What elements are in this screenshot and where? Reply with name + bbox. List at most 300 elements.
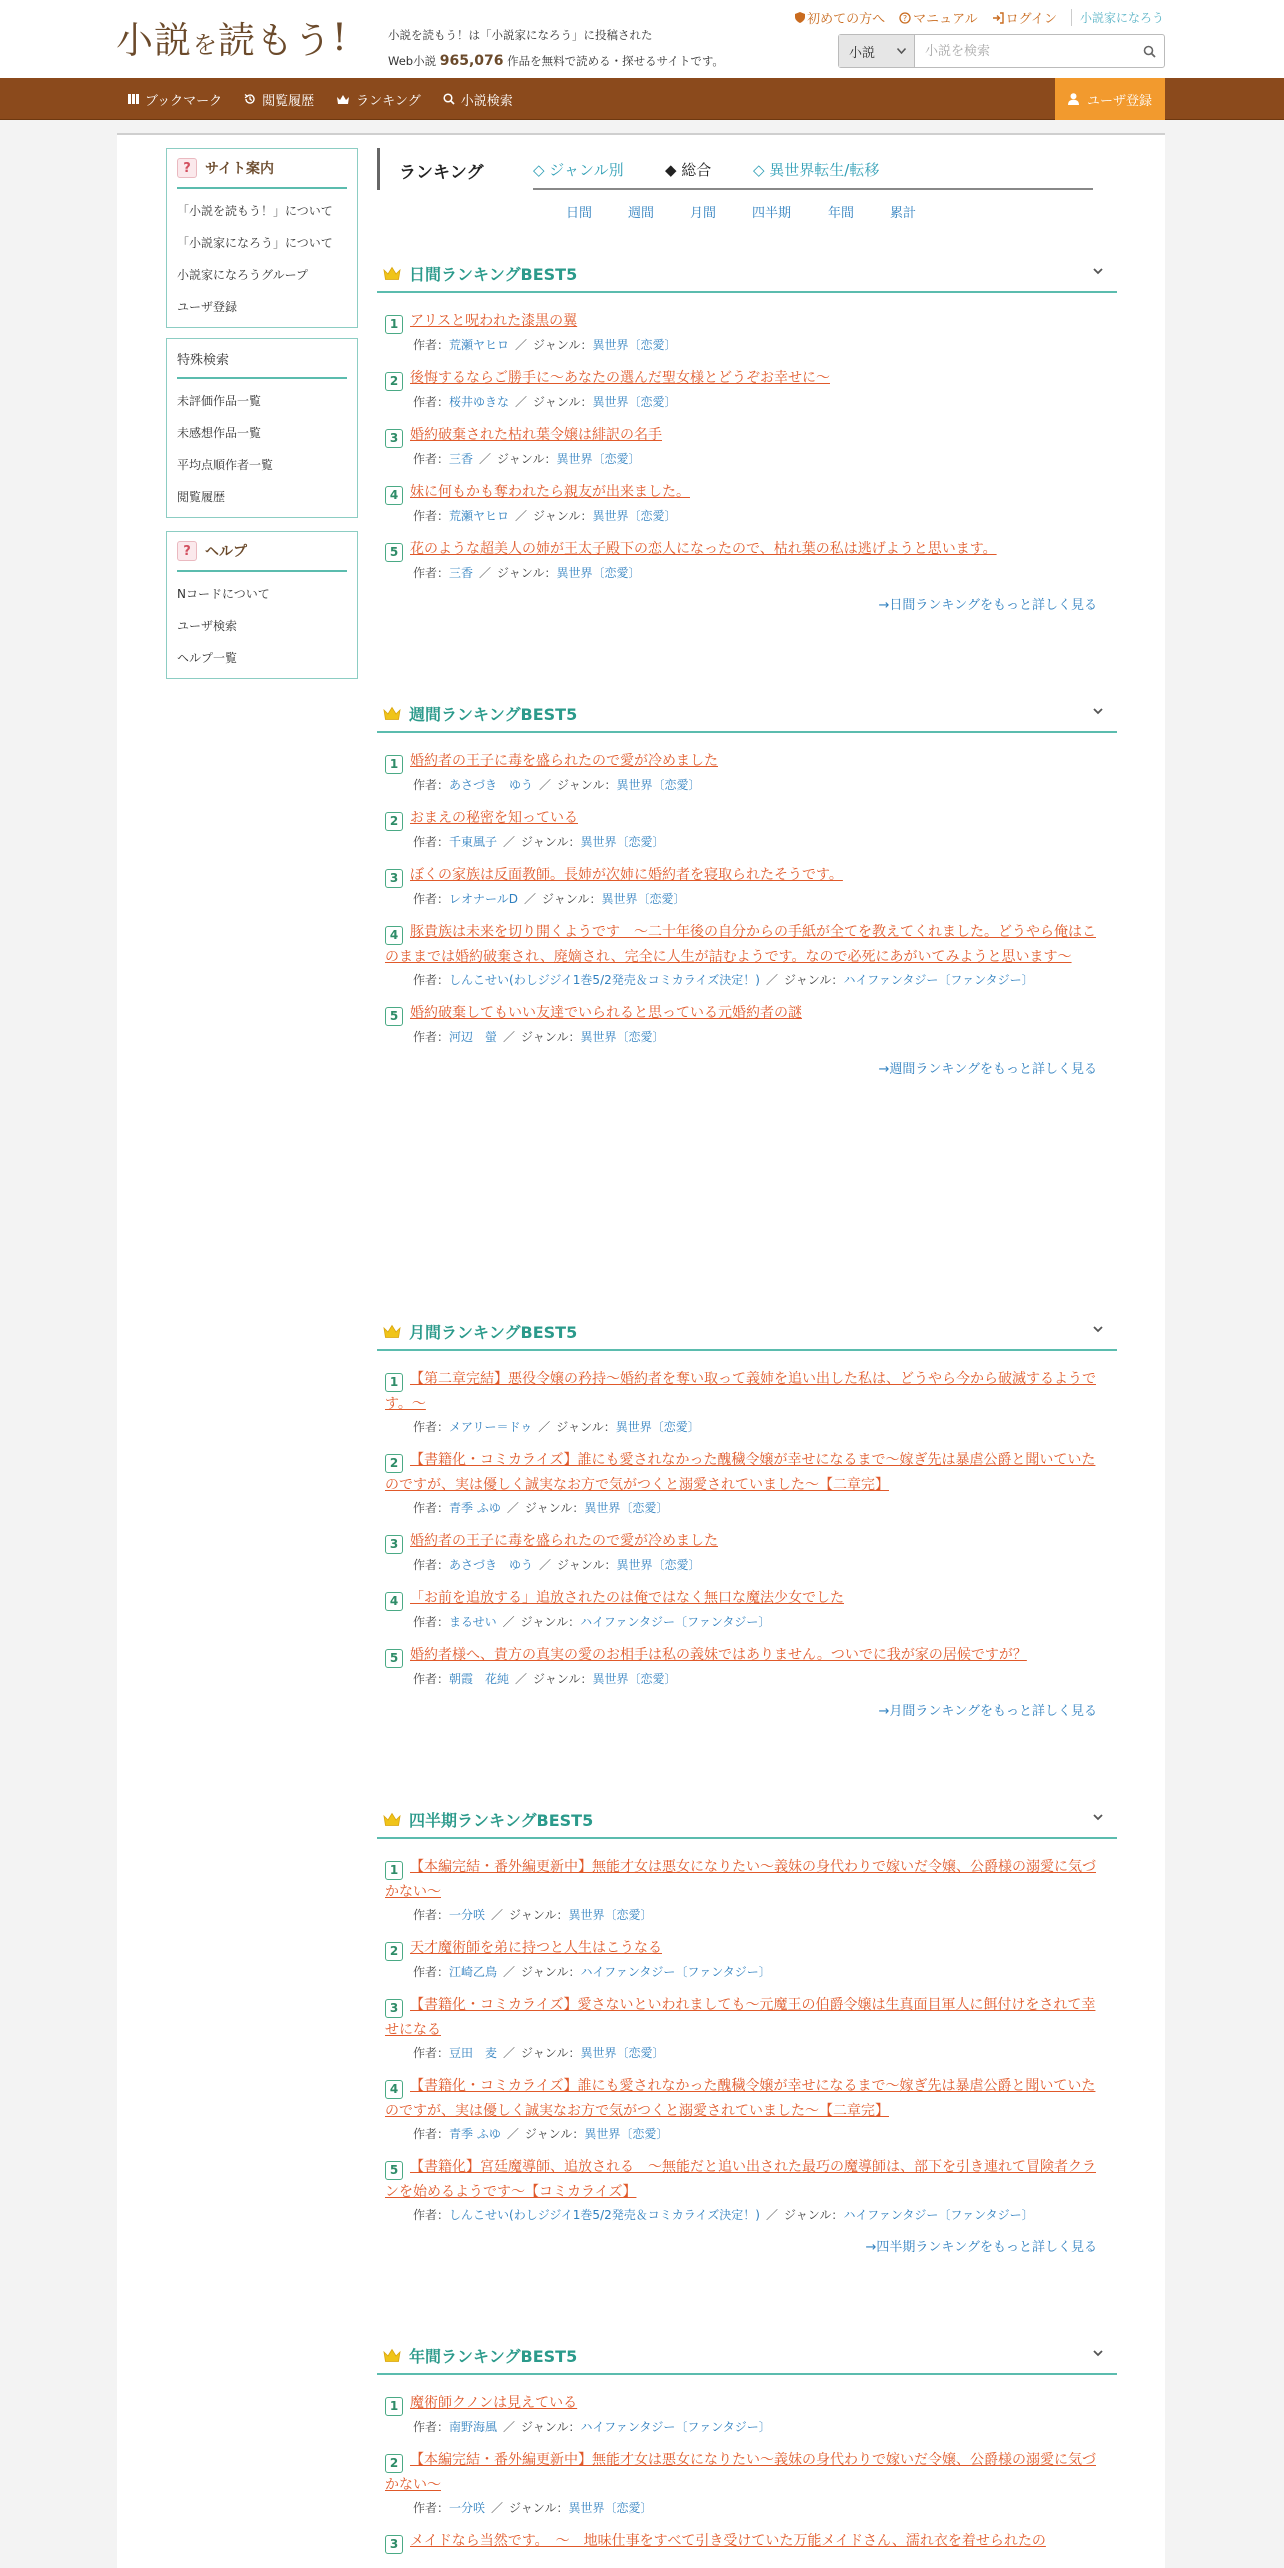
site-logo[interactable]: [116, 12, 347, 62]
genre-label: ジャンル：: [509, 2501, 569, 2515]
bookmark-list-icon: [128, 94, 139, 104]
tagline-line-1: 小説を読もう！は「小説家になろう」に投稿された: [388, 28, 653, 42]
author-link[interactable]: 青季 ふゆ: [449, 1501, 501, 1515]
chevron-down-icon[interactable]: [1091, 265, 1105, 277]
quarterly-ranking-list: [377, 1839, 1117, 2226]
genre-link[interactable]: 異世界〔恋愛〕: [592, 338, 677, 352]
meta-separator: ／: [479, 452, 492, 466]
novel-title-link[interactable]: [385, 1936, 1107, 1961]
genre-label: ジャンル：: [521, 1030, 581, 1044]
crown-icon: [383, 1324, 401, 1339]
login-icon: [992, 12, 1004, 24]
search-category-value: 小説: [849, 45, 876, 61]
period-weekly[interactable]: 週間: [628, 206, 655, 221]
novel-meta: [413, 391, 1107, 413]
question-icon: ?: [177, 158, 197, 178]
crown-icon: [383, 706, 401, 721]
weekly-more-link[interactable]: →週間ランキングをもっと詳しく見る: [878, 1062, 1097, 1077]
genre-link[interactable]: 異世界〔恋愛〕: [616, 1558, 701, 1572]
nav-search[interactable]: [443, 90, 513, 109]
monthly-ranking-header[interactable]: [377, 1313, 1117, 1351]
meta-separator: ／: [491, 2501, 504, 2515]
novel-title-link[interactable]: [385, 1367, 1107, 1416]
novel-title: 豚貴族は未来を切り開くようです ～二十年後の自分からの手紙が全てを教えてくれました。どうやら俺はこのままでは婚約破棄され、廃嫡され、完全に人生が詰むようです。なので必死にあがいてみようと思います～: [385, 924, 1096, 965]
author-link[interactable]: 千東風子: [449, 835, 498, 849]
sidebar-special-search-title: 特殊検索: [177, 352, 230, 368]
genre-link[interactable]: 異世界〔恋愛〕: [556, 566, 641, 580]
rank-badge: 3: [385, 2535, 403, 2554]
list-item: [385, 1643, 1107, 1690]
period-daily[interactable]: 日間: [566, 206, 593, 221]
novel-count: 965,076: [439, 53, 504, 69]
nav-history[interactable]: [244, 90, 314, 109]
manual-label: マニュアル: [913, 12, 978, 27]
novel-title-link[interactable]: [385, 1001, 1107, 1026]
genre-label: ジャンル：: [521, 2046, 581, 2060]
sidebar-item-ncode[interactable]: Nコードについて: [177, 587, 270, 601]
author-link[interactable]: 朝霞 花純: [449, 1672, 510, 1686]
list-item: [385, 1855, 1107, 1926]
genre-link[interactable]: 異世界〔恋愛〕: [584, 2127, 669, 2141]
search-category-select[interactable]: [839, 35, 915, 67]
list-item: [385, 2391, 1107, 2438]
novel-meta: [413, 505, 1107, 527]
meta-separator: ／: [539, 778, 552, 792]
rank-badge: 1: [385, 1373, 403, 1392]
list-item: [385, 1001, 1107, 1048]
author-label: 作者：: [413, 1672, 450, 1686]
author-link[interactable]: 荒瀬ヤヒロ: [449, 338, 510, 352]
genre-link[interactable]: 異世界〔恋愛〕: [592, 509, 677, 523]
novel-meta: [413, 448, 1107, 470]
author-link[interactable]: 三香: [449, 566, 474, 580]
author-label: 作者：: [413, 2127, 450, 2141]
meta-separator: ／: [515, 338, 528, 352]
novel-title-link[interactable]: [385, 2074, 1107, 2123]
genre-link[interactable]: ハイファンタジー〔ファンタジー〕: [580, 2420, 771, 2434]
novel-title: 【本編完結・番外編更新中】無能才女は悪女になりたい～義妹の身代わりで嫁いだ令嬢、公爵様の溺愛に気づかない～: [385, 2452, 1096, 2493]
list-item: [385, 1367, 1107, 1438]
rank-badge: 3: [385, 1999, 403, 2018]
author-link[interactable]: メアリー＝ドゥ: [449, 1420, 533, 1434]
author-link[interactable]: 荒瀬ヤヒロ: [449, 509, 510, 523]
logo-text-small: を: [193, 30, 217, 59]
list-item: [385, 1529, 1107, 1576]
genre-link[interactable]: ハイファンタジー〔ファンタジー〕: [843, 973, 1034, 987]
genre-label: ジャンル：: [524, 1501, 585, 1515]
novel-meta: [413, 334, 1107, 356]
author-link[interactable]: しんこせい(わしジジイ1巻5/2発売＆コミカライズ決定！): [449, 2208, 760, 2222]
nav-items: [128, 78, 513, 120]
genre-link[interactable]: 異世界〔恋愛〕: [568, 1908, 653, 1922]
rank-badge: 4: [385, 1592, 403, 1611]
quarterly-ranking-header[interactable]: [377, 1801, 1117, 1839]
meta-separator: ／: [524, 892, 537, 906]
author-label: 作者：: [413, 2046, 450, 2060]
ranking-header: [377, 148, 1093, 190]
rank-badge: 1: [385, 315, 403, 334]
genre-label: ジャンル：: [524, 2127, 585, 2141]
genre-label: ジャンル：: [521, 1965, 581, 1979]
nav-ranking[interactable]: [336, 90, 421, 109]
novel-title-link[interactable]: [385, 1643, 1107, 1668]
genre-label: ジャンル：: [556, 1420, 616, 1434]
author-link[interactable]: 一分咲: [449, 1908, 486, 1922]
page-title: ランキング: [399, 163, 484, 183]
genre-label: ジャンル：: [557, 778, 617, 792]
novel-title-link[interactable]: [385, 1855, 1107, 1904]
tab-total[interactable]: ◆ 総合: [665, 161, 712, 179]
sidebar-item-help-list[interactable]: ヘルプ一覧: [177, 651, 238, 665]
novel-title: 後悔するならご勝手に～あなたの選んだ聖女様とどうぞお幸せに～: [410, 370, 830, 386]
genre-label: ジャンル：: [521, 2420, 581, 2434]
question-icon: ?: [177, 541, 197, 561]
naro-link[interactable]: [1071, 9, 1164, 26]
register-button[interactable]: [1055, 78, 1165, 120]
author-label: 作者：: [413, 1030, 450, 1044]
novel-title: 「お前を追放する」追放されたのは俺ではなく無口な魔法少女でした: [410, 1590, 844, 1606]
yearly-ranking-header[interactable]: [377, 2337, 1117, 2375]
sidebar-item-user-register[interactable]: ユーザ登録: [177, 300, 238, 314]
chevron-down-icon[interactable]: [1091, 1811, 1105, 1823]
novel-title: 婚約破棄された枯れ葉令嬢は緋訳の名手: [410, 427, 662, 443]
tab-genre[interactable]: ◇ ジャンル別: [533, 161, 624, 179]
nav-bookmark[interactable]: [128, 90, 222, 109]
sidebar-help-title: ヘルプ: [205, 544, 247, 560]
author-link[interactable]: まるせい: [449, 1615, 497, 1629]
period-monthly[interactable]: 月間: [690, 206, 717, 221]
user-icon: [1068, 93, 1079, 105]
rank-badge: 3: [385, 1535, 403, 1554]
daily-ranking-list: [377, 293, 1117, 584]
novel-meta: [413, 888, 1107, 910]
genre-link[interactable]: ハイファンタジー〔ファンタジー〕: [843, 2208, 1034, 2222]
meta-separator: ／: [515, 395, 528, 409]
rank-badge: 2: [385, 1942, 403, 1961]
novel-title-link[interactable]: [385, 2448, 1107, 2497]
genre-label: ジャンル：: [520, 1615, 581, 1629]
sidebar-special-search-header: [177, 339, 347, 379]
author-link[interactable]: しんこせい(わしジジイ1巻5/2発売＆コミカライズ決定！): [449, 973, 760, 987]
list-item: [385, 1448, 1107, 1519]
meta-separator: ／: [502, 1615, 515, 1629]
sidebar-item-naro-group[interactable]: 小説家になろうグループ: [177, 268, 309, 282]
chevron-down-icon[interactable]: [1091, 2347, 1105, 2359]
daily-more-link[interactable]: →日間ランキングをもっと詳しく見る: [878, 598, 1097, 613]
nav-search-label: 小説検索: [460, 93, 513, 109]
novel-meta: [413, 831, 1107, 853]
genre-label: ジャンル：: [783, 2208, 844, 2222]
novel-title: 天才魔術師を弟に持つと人生はこうなる: [410, 1940, 662, 1956]
list-item: [385, 1993, 1107, 2064]
author-link[interactable]: 三香: [449, 452, 474, 466]
tagline-prefix: Web小説: [388, 54, 437, 68]
list-item: [385, 537, 1107, 584]
novel-title-link[interactable]: [385, 920, 1107, 969]
rank-badge: 4: [385, 2080, 403, 2099]
list-item: [385, 2448, 1107, 2519]
sidebar-item-unrated[interactable]: 未評価作品一覧: [177, 394, 262, 408]
period-yearly[interactable]: 年間: [828, 206, 855, 221]
monthly-more-link[interactable]: →月間ランキングをもっと詳しく見る: [878, 1704, 1097, 1719]
list-item: [385, 749, 1107, 796]
novel-title-link[interactable]: [385, 537, 1107, 562]
genre-link[interactable]: 異世界〔恋愛〕: [601, 892, 686, 906]
novel-title-link[interactable]: [385, 423, 1107, 448]
crown-icon: [383, 1812, 401, 1827]
author-link[interactable]: 青季 ふゆ: [449, 2127, 501, 2141]
rank-badge: 2: [385, 2454, 403, 2473]
novel-title: 魔術師クノンは見えている: [410, 2395, 578, 2411]
genre-link[interactable]: 異世界〔恋愛〕: [556, 452, 641, 466]
meta-separator: ／: [765, 973, 778, 987]
meta-separator: ／: [506, 2127, 519, 2141]
rank-badge: 2: [385, 372, 403, 391]
list-item: [385, 480, 1107, 527]
genre-link[interactable]: 異世界〔恋愛〕: [592, 1672, 677, 1686]
novel-title: ぼくの家族は反面教師。長姉が次姉に婚約者を寝取られたそうです。: [410, 867, 843, 883]
author-link[interactable]: 江崎乙鳥: [449, 1965, 498, 1979]
tab-isekai[interactable]: ◇ 異世界転生/転移: [753, 161, 880, 179]
novel-title-link[interactable]: [385, 2155, 1107, 2204]
author-link[interactable]: 河辺 螢: [449, 1030, 498, 1044]
novel-title-link[interactable]: [385, 2391, 1107, 2416]
monthly-ranking-list: [377, 1351, 1117, 1690]
author-label: 作者：: [413, 338, 450, 352]
login-label: ログイン: [1005, 12, 1057, 27]
genre-label: ジャンル：: [533, 1672, 593, 1686]
novel-title-link[interactable]: [385, 309, 1107, 334]
genre-label: ジャンル：: [557, 1558, 617, 1572]
search-icon: [1143, 45, 1156, 58]
weekly-ranking-section: [377, 695, 1117, 1077]
meta-separator: ／: [539, 1558, 552, 1572]
meta-separator: ／: [765, 2208, 778, 2222]
list-item: [385, 423, 1107, 470]
register-label: ユーザ登録: [1086, 93, 1152, 109]
list-item: [385, 2529, 1107, 2554]
weekly-ranking-list: [377, 733, 1117, 1048]
novel-title: 花のような超美人の姉が王太子殿下の恋人になったので、枯れ葉の私は逃げようと思います。: [410, 541, 997, 557]
genre-link[interactable]: 異世界〔恋愛〕: [580, 2046, 665, 2060]
genre-link[interactable]: 異世界〔恋愛〕: [592, 395, 677, 409]
main-nav: [0, 78, 1284, 120]
author-label: 作者：: [413, 1615, 450, 1629]
quarterly-ranking-title: 四半期ランキングBEST5: [409, 1810, 594, 1830]
genre-link[interactable]: 異世界〔恋愛〕: [616, 778, 701, 792]
novel-title-link[interactable]: [385, 806, 1107, 831]
author-label: 作者：: [413, 509, 450, 523]
chevron-down-icon: [897, 48, 906, 54]
novel-meta: [413, 1416, 1107, 1438]
yearly-ranking-list: [377, 2375, 1117, 2554]
meta-separator: ／: [515, 1672, 528, 1686]
author-label: 作者：: [413, 1558, 450, 1572]
novel-meta: [413, 1554, 1107, 1576]
novel-title: メイドなら当然です。 ～ 地味仕事をすべて引き受けていた万能メイドさん、濡れ衣を着せられたの: [410, 2533, 1046, 2549]
genre-label: ジャンル：: [533, 395, 593, 409]
author-label: 作者：: [413, 2501, 450, 2515]
rank-badge: 5: [385, 543, 403, 562]
rank-badge: 3: [385, 869, 403, 888]
novel-title-link[interactable]: [385, 749, 1107, 774]
novel-meta: [413, 969, 1107, 991]
genre-link[interactable]: 異世界〔恋愛〕: [580, 1030, 665, 1044]
list-item: [385, 2155, 1107, 2226]
monthly-ranking-title: 月間ランキングBEST5: [409, 1322, 578, 1342]
genre-label: ジャンル：: [497, 566, 557, 580]
novel-meta: [413, 1961, 1107, 1983]
novel-title: 【本編完結・番外編更新中】無能才女は悪女になりたい～義妹の身代わりで嫁いだ令嬢、公爵様の溺愛に気づかない～: [385, 1859, 1096, 1900]
nav-history-label: 閲覧履歴: [262, 93, 315, 109]
sidebar-help-header: [177, 532, 347, 572]
list-item: [385, 309, 1107, 356]
nav-bookmark-label: ブックマーク: [145, 93, 223, 109]
novel-title-link[interactable]: [385, 1529, 1107, 1554]
tagline-line-2: [388, 48, 724, 74]
author-link[interactable]: レオナールD: [449, 892, 519, 906]
novel-meta: [413, 1904, 1107, 1926]
novel-title: 婚約者の王子に毒を盛られたので愛が冷めました: [410, 1533, 718, 1549]
meta-separator: ／: [479, 566, 492, 580]
author-label: 作者：: [413, 1501, 450, 1515]
rank-badge: 1: [385, 755, 403, 774]
genre-label: ジャンル：: [533, 509, 593, 523]
meta-separator: ／: [506, 1501, 519, 1515]
logo-exclamation: !: [332, 15, 347, 59]
novel-title-link[interactable]: [385, 480, 1107, 505]
period-links: [0, 202, 1284, 222]
meta-separator: ／: [503, 1030, 516, 1044]
author-link[interactable]: 豆田 麦: [449, 2046, 498, 2060]
tagline-suffix: 作品を無料で読める・探せるサイトです。: [507, 54, 724, 68]
sidebar-site-guide-header: [177, 149, 347, 189]
svg-text:?: ?: [903, 13, 908, 23]
logo-text-2: 読もう: [218, 19, 332, 62]
chevron-down-icon[interactable]: [1091, 705, 1105, 717]
novel-meta: [413, 1497, 1107, 1519]
rank-badge: 5: [385, 1007, 403, 1026]
novel-title: 【書籍化・コミカライズ】愛さないといわれましても～元魔王の伯爵令嬢は生真面目軍人に餌付けをされて幸せになる: [385, 1997, 1096, 2038]
genre-link[interactable]: 異世界〔恋愛〕: [580, 835, 665, 849]
novel-title: 【書籍化・コミカライズ】誰にも愛されなかった醜穢令嬢が幸せになるまで〜嫁ぎ先は暴虐公爵と聞いていたのですが、実は優しく誠実なお方で気がつくと溺愛されていました〜【二章完】: [385, 1452, 1096, 1493]
genre-link[interactable]: 異世界〔恋愛〕: [615, 1420, 700, 1434]
sidebar-item-user-search[interactable]: ユーザ検索: [177, 619, 238, 633]
novel-title-link[interactable]: [385, 2529, 1107, 2554]
sidebar-site-guide: [166, 148, 358, 328]
chevron-down-icon[interactable]: [1091, 1323, 1105, 1335]
novel-title-link[interactable]: [385, 863, 1107, 888]
author-label: 作者：: [413, 973, 450, 987]
crown-icon: [383, 2348, 401, 2363]
daily-ranking-header[interactable]: [377, 255, 1117, 293]
novel-title-link[interactable]: [385, 1993, 1107, 2042]
quarterly-more-link[interactable]: →四半期ランキングをもっと詳しく見る: [865, 2240, 1097, 2255]
meta-separator: ／: [538, 1420, 551, 1434]
rank-badge: 4: [385, 926, 403, 945]
yearly-ranking-title: 年間ランキングBEST5: [409, 2346, 578, 2366]
novel-meta: [413, 2123, 1107, 2145]
search-icon: [443, 93, 455, 105]
genre-link[interactable]: 異世界〔恋愛〕: [568, 2501, 653, 2515]
author-label: 作者：: [413, 1965, 450, 1979]
sidebar-site-guide-title: サイト案内: [205, 161, 275, 177]
genre-label: ジャンル：: [533, 338, 593, 352]
sidebar-item-history[interactable]: 閲覧履歴: [177, 490, 226, 504]
novel-title: 【書籍化】宮廷魔導師、追放される ～無能だと追い出された最巧の魔導師は、部下を引き連れて冒険者クランを始めるようです～【コミカライズ】: [385, 2159, 1096, 2200]
novel-title: おまえの秘密を知っている: [410, 810, 578, 826]
author-link[interactable]: 一分咲: [449, 2501, 486, 2515]
list-item: [385, 920, 1107, 991]
genre-label: ジャンル：: [521, 835, 581, 849]
weekly-ranking-header[interactable]: [377, 695, 1117, 733]
author-label: 作者：: [413, 1420, 450, 1434]
sidebar-item-average-authors[interactable]: 平均点順作者一覧: [177, 458, 274, 472]
sidebar-item-about-naro[interactable]: 「小説家になろう」について: [177, 236, 333, 250]
novel-meta: [413, 562, 1107, 584]
list-item: [385, 366, 1107, 413]
novel-title-link[interactable]: [385, 366, 1107, 391]
first-visit-link[interactable]: [795, 8, 885, 27]
list-item: [385, 806, 1107, 853]
genre-link[interactable]: ハイファンタジー〔ファンタジー〕: [580, 1615, 771, 1629]
login-link[interactable]: [992, 8, 1057, 27]
period-quarterly[interactable]: 四半期: [752, 206, 792, 221]
sidebar-special-search: [166, 338, 358, 518]
novel-meta: [413, 1611, 1107, 1633]
novel-meta: [413, 1026, 1107, 1048]
author-label: 作者：: [413, 2420, 450, 2434]
first-visit-label: 初めての方へ: [807, 12, 886, 27]
search-input[interactable]: [915, 35, 1134, 67]
novel-title-link[interactable]: [385, 1448, 1107, 1497]
novel-title: 婚約者の王子に毒を盛られたので愛が冷めました: [410, 753, 718, 769]
genre-label: ジャンル：: [542, 892, 602, 906]
meta-separator: ／: [503, 2420, 516, 2434]
author-link[interactable]: あさづき ゆう: [449, 778, 534, 792]
period-cumulative[interactable]: 累計: [890, 206, 917, 221]
sidebar-item-no-review[interactable]: 未感想作品一覧: [177, 426, 262, 440]
novel-meta: [413, 774, 1107, 796]
top-links: [795, 8, 1164, 27]
author-link[interactable]: あさづき ゆう: [449, 1558, 534, 1572]
author-label: 作者：: [413, 892, 450, 906]
author-label: 作者：: [413, 395, 450, 409]
sidebar-help: [166, 531, 358, 679]
novel-meta: [413, 2416, 1107, 2438]
sidebar-item-about-yomou[interactable]: 「小説を読もう！」について: [177, 204, 333, 218]
list-item: [385, 863, 1107, 910]
meta-separator: ／: [515, 509, 528, 523]
site-tagline: [388, 22, 724, 74]
novel-title-link[interactable]: [385, 1586, 1107, 1611]
author-label: 作者：: [413, 835, 450, 849]
question-circle-icon: [899, 12, 911, 24]
search-button[interactable]: [1134, 35, 1164, 67]
genre-label: ジャンル：: [509, 1908, 569, 1922]
search-bar: [838, 34, 1165, 68]
genre-link[interactable]: ハイファンタジー〔ファンタジー〕: [580, 1965, 771, 1979]
meta-separator: ／: [503, 2046, 516, 2060]
manual-link[interactable]: [899, 8, 977, 27]
genre-link[interactable]: 異世界〔恋愛〕: [584, 1501, 669, 1515]
novel-title: 妹に何もかも奪われたら親友が出来ました。: [410, 484, 690, 500]
rank-badge: 5: [385, 2161, 403, 2180]
author-link[interactable]: 桜井ゆきな: [449, 395, 510, 409]
novel-title: 婚約者様へ、貴方の真実の愛のお相手は私の義妹ではありません。ついでに我が家の居候ですが？: [410, 1647, 1027, 1663]
author-link[interactable]: 南野海風: [449, 2420, 498, 2434]
meta-separator: ／: [503, 1965, 516, 1979]
